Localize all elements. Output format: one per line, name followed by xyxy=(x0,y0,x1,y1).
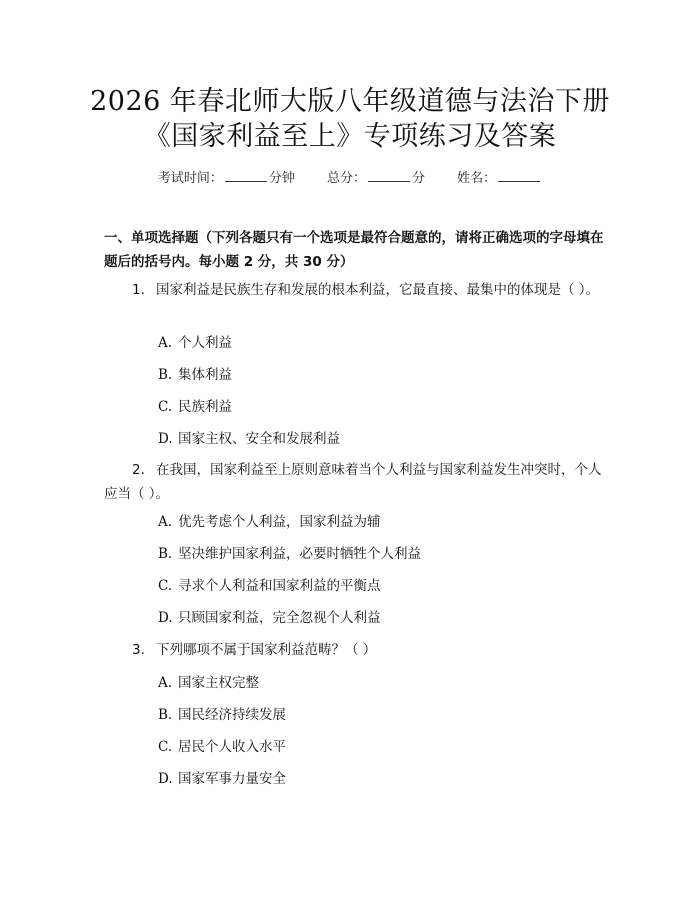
option-letter: B. xyxy=(158,707,173,723)
option-letter: C. xyxy=(158,399,173,415)
option-text: 国家军事力量安全 xyxy=(178,771,286,787)
option-letter: A. xyxy=(158,675,173,691)
option-2-d[interactable] xyxy=(158,608,381,628)
option-1-d[interactable] xyxy=(158,429,340,449)
option-text: 优先考虑个人利益，国家利益为辅 xyxy=(178,514,381,530)
option-letter: D. xyxy=(158,771,173,787)
option-text: 只顾国家利益，完全忽视个人利益 xyxy=(178,610,381,626)
option-text: 集体利益 xyxy=(178,367,232,383)
option-1-a[interactable] xyxy=(158,333,232,353)
option-text: 国民经济持续发展 xyxy=(178,707,286,723)
exam-time-label: 考试时间： xyxy=(157,171,223,186)
section-heading: 一、单项选择题（下列各题只有一个选项是最符合题意的，请将正确选项的字母填在题后的括号内。每小题 2 分，共 30 分） xyxy=(104,230,604,270)
option-text: 居民个人收入水平 xyxy=(178,739,286,755)
exam-time-blank[interactable] xyxy=(225,168,267,182)
option-text: 国家主权完整 xyxy=(178,675,259,691)
option-1-b[interactable] xyxy=(158,365,232,385)
page-title-line-1: 2026 年春北师大版八年级道德与法治下册 xyxy=(90,86,610,117)
exam-time-unit: 分钟 xyxy=(268,171,295,186)
student-name-label: 姓名： xyxy=(457,171,497,186)
question-number: 2. xyxy=(132,462,145,478)
question-text: 在我国，国家利益至上原则意味着当个人利益与国家利益发生冲突时，个人应当（ ）。 xyxy=(104,462,602,502)
student-name xyxy=(457,171,542,186)
option-2-a[interactable] xyxy=(158,512,381,532)
student-name-blank[interactable] xyxy=(498,168,540,182)
total-score xyxy=(327,171,429,186)
option-letter: A. xyxy=(158,335,173,351)
option-3-c[interactable] xyxy=(158,737,286,757)
option-3-a[interactable] xyxy=(158,673,259,693)
question-2 xyxy=(104,458,612,506)
option-letter: B. xyxy=(158,367,173,383)
question-1 xyxy=(104,278,612,302)
question-text: 国家利益是民族生存和发展的根本利益，它最直接、最集中的体现是（ ）。 xyxy=(156,282,600,298)
option-text: 个人利益 xyxy=(178,335,232,351)
question-number: 1. xyxy=(132,282,145,298)
total-score-label: 总分： xyxy=(326,171,366,186)
option-1-c[interactable] xyxy=(158,397,232,417)
question-text: 下列哪项不属于国家利益范畴？（ ） xyxy=(156,642,377,658)
option-letter: C. xyxy=(158,578,173,594)
option-2-c[interactable] xyxy=(158,576,381,596)
option-3-b[interactable] xyxy=(158,705,286,725)
option-letter: B. xyxy=(158,546,173,562)
question-number: 3. xyxy=(132,642,145,658)
option-letter: D. xyxy=(158,610,173,626)
option-text: 寻求个人利益和国家利益的平衡点 xyxy=(178,578,381,594)
option-letter: A. xyxy=(158,514,173,530)
exam-time xyxy=(158,171,299,186)
total-score-blank[interactable] xyxy=(368,168,410,182)
option-text: 民族利益 xyxy=(178,399,232,415)
exam-meta xyxy=(0,168,700,189)
option-letter: D. xyxy=(158,431,173,447)
option-3-d[interactable] xyxy=(158,769,286,789)
option-text: 国家主权、安全和发展利益 xyxy=(178,431,340,447)
option-text: 坚决维护国家利益，必要时牺牲个人利益 xyxy=(178,546,421,562)
question-3 xyxy=(104,638,612,662)
option-letter: C. xyxy=(158,739,173,755)
option-2-b[interactable] xyxy=(158,544,421,564)
page-title-line-2: 《国家利益至上》专项练习及答案 xyxy=(143,121,557,152)
total-score-unit: 分 xyxy=(412,171,426,186)
